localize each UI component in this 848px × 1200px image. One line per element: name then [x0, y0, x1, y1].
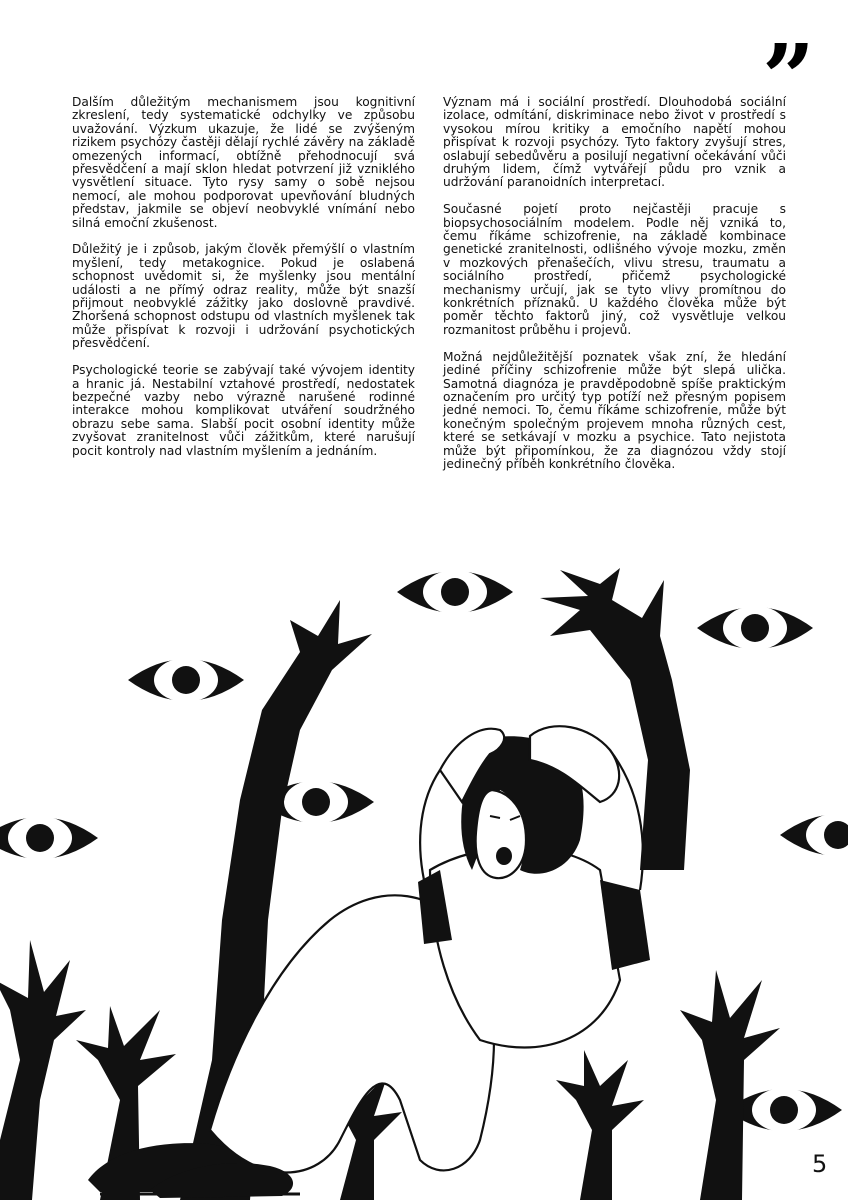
eye-icon — [697, 606, 813, 650]
page-number: 5 — [812, 1150, 828, 1178]
claw-hand-right-2 — [556, 1050, 644, 1200]
paragraph: Význam má i sociální prostředí. Dlouhodobá sociální izolace, odmítání, diskriminace nebo život v prostředí s vysokou mírou kritiky a emočního napětí mohou přispívat k rozvoji psychózy. Tyto faktory zvyšují stres, oslabují sebedůvěru a posilují negativní očekávání vůči druhým lidem, čímž vytvářejí půdu pro vznik a udržování paranoidních interpretací. — [443, 95, 786, 190]
woman-mouth — [496, 847, 512, 865]
eye-icon — [0, 816, 98, 860]
paragraph: Důležitý je i způsob, jakým člověk přemýšlí o vlastním myšlení, tedy metakognice. Pokud je oslabená schopnost uvědomit si, že myšlenky jsou mentální události a ne přímý odraz reality, může být snazší přijmout neobvyklé zážitky jako doslovně pravdivé. Zhoršená schopnost odstupu od vlastních myšlenek tak může přispívat k rozvoji i udržování psychotických přesvědčení. — [72, 242, 415, 351]
paragraph: Dalším důležitým mechanismem jsou kognitivní zkreslení, tedy systematické odchylky ve způsobu uvažování. Výzkum ukazuje, že lidé se zvýšeným rizikem psychózy častěji dělají rychlé závěry na základě omezených informací, obtížně přehodnocují svá přesvědčení a mají sklon hledat potvrzení již vzniklého vysvětlení situace. Tyto rysy samy o sobě nejsou nemocí, ale mohou podporovat upevňování bludných představ, jakmile se objeví neobvyklé vnímání nebo silná emoční zkušenost. — [72, 95, 415, 230]
eye-icon — [397, 570, 513, 614]
paragraph: Možná nejdůležitější poznatek však zní, že hledání jediné příčiny schizofrenie může být slepá ulička. Samotná diagnóza je pravděpodobně spíše praktickým označením pro určitý typ potíží než přesným popisem jedné nemoci. To, čemu říkáme schizofrenie, může být konečným společným projevem mnoha různých cest, které se setkávají v mozku a psychice. Tato nejistota může být připomínkou, že za diagnózou vždy stojí jedinečný příběh konkrétního člověka. — [443, 349, 786, 471]
anxiety-illustration — [0, 540, 848, 1200]
eye-icon — [128, 658, 244, 702]
text-column-right — [443, 96, 786, 485]
woman-arm-left — [420, 770, 440, 880]
claw-hand-right — [680, 970, 780, 1200]
quote-mark-icon: ” — [762, 24, 815, 132]
text-column-left — [72, 96, 415, 471]
claw-hand-left — [0, 940, 86, 1200]
eye-icon — [780, 813, 848, 857]
paragraph: Současné pojetí proto nejčastěji pracuje s biopsychosociálním modelem. Podle něj vzniká to, čemu říkáme schizofrenie, na základě kombinace genetické zranitelnosti, odlišného vývoje mozku, změn v mozkových přenašečích, vlivu stresu, traumatu a sociálního prostředí, přičemž psychologické mechanismy určují, jak se tyto vlivy promítnou do konkrétních příznaků. U každého člověka může být poměr těchto faktorů jiný, což vysvětluje velkou rozmanitost průběhu i projevů. — [443, 202, 786, 337]
paragraph: Psychologické teorie se zabývají také vývojem identity a hranic já. Nestabilní vztahové prostředí, nedostatek bezpečné vazby nebo výrazně narušené rodinné interakce mohou komplikovat utváření soudržného obrazu sebe sama. Slabší pocit osobní identity může zvyšovat zranitelnost vůči zážitkům, které narušují pocit kontroly nad vlastním myšlením a jednáním. — [72, 363, 415, 458]
